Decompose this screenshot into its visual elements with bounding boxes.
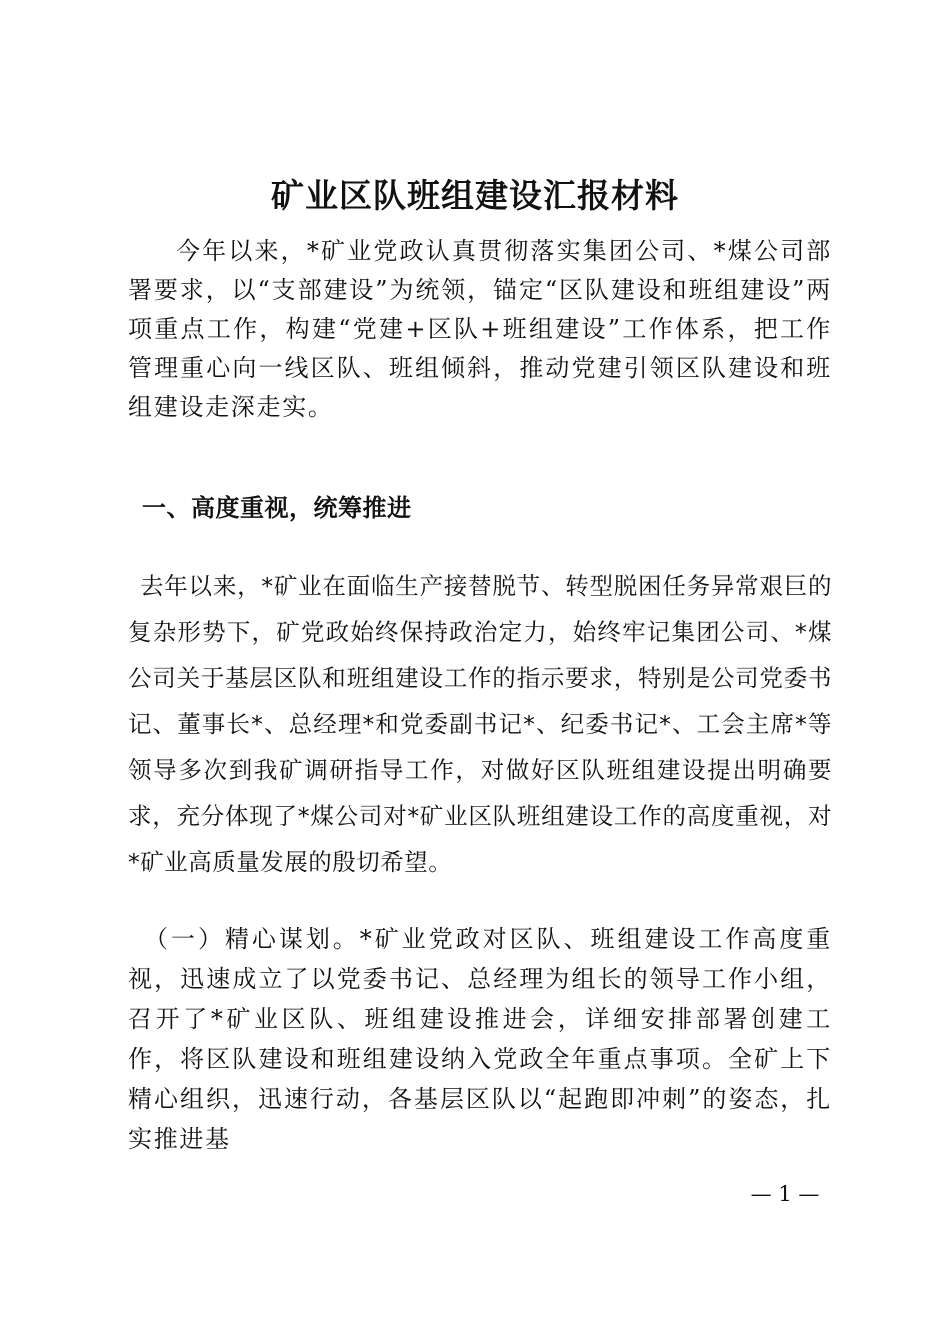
page-number: — 1 —: [750, 1182, 820, 1206]
section-body-paragraph: 去年以来，*矿业在面临生产接替脱节、转型脱困任务异常艰巨的复杂形势下，矿党政始终保持政治定力，始终牢记集团公司、*煤公司关于基层区队和班组建设工作的指示要求，特别是公司党委书记、董事长*、总经理*和党委副书记*、纪委书记*、工会主席*等领导多次到我矿调研指导工作，对做好区队班组建设提出明确要求，充分体现了*煤公司对*矿业区队班组建设工作的高度重视，对*矿业高质量发展的殷切希望。: [128, 572, 832, 876]
document-title: 矿业区队班组建设汇报材料: [271, 176, 679, 215]
section-heading: 一、高度重视，统筹推进: [142, 494, 412, 522]
intro-paragraph: 今年以来，*矿业党政认真贯彻落实集团公司、*煤公司部署要求，以“支部建设”为统领，锚定“区队建设和班组建设”两项重点工作，构建“党建+区队+班组建设”工作体系，把工作管理重心向一线区队、班组倾斜，推动党建引领区队建设和班组建设走深走实。: [128, 237, 832, 421]
subsection-paragraph: （一）精心谋划。*矿业党政对区队、班组建设工作高度重视，迅速成立了以党委书记、总经理为组长的领导工作小组，召开了*矿业区队、班组建设推进会，详细安排部署创建工作，将区队建设和班组建设纳入党政全年重点事项。全矿上下精心组织，迅速行动，各基层区队以“起跑即冲刺”的姿态，扎实推进基: [128, 925, 832, 1153]
